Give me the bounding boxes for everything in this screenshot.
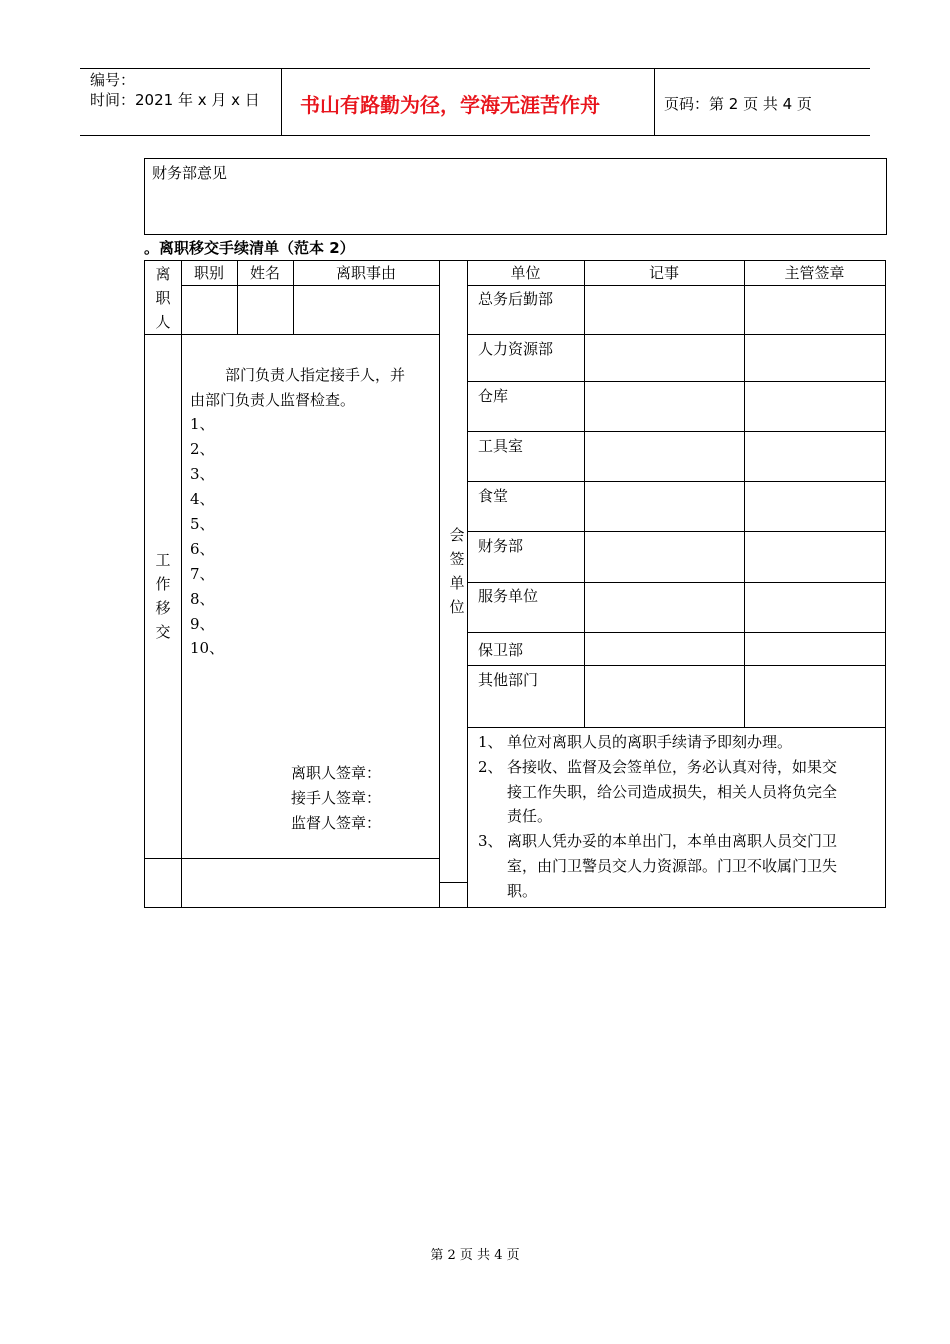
- transfer-item: 1、: [190, 415, 215, 433]
- unit-canteen: 食堂: [478, 487, 509, 505]
- header-reason: 离职事由: [335, 264, 396, 282]
- countersign-units-label: 会签单位: [449, 526, 465, 616]
- note-line: 单位对离职人员的离职手续请予即刻办理。: [507, 733, 793, 751]
- unit-tool-room: 工具室: [478, 437, 524, 455]
- document-number-label: 编号：: [90, 71, 136, 89]
- header-divider-right: [654, 68, 655, 136]
- supervisor-signature: 监督人签章：: [291, 814, 382, 832]
- note-number: 2、: [478, 758, 503, 776]
- header-top-border: [80, 68, 870, 69]
- note-line: 接工作失职，给公司造成损失，相关人员将负完全: [507, 783, 838, 801]
- unit-human-resources: 人力资源部: [478, 340, 554, 358]
- transfer-instruction-line-1: 部门负责人指定接手人，并: [225, 366, 406, 384]
- finance-opinion-label: 财务部意见: [152, 164, 228, 182]
- note-line: 职。: [507, 882, 538, 900]
- document-time-label: 时间：2021 年 x 月 x 日: [90, 91, 260, 109]
- note-line: 离职人凭办妥的本单出门，本单由离职人员交门卫: [507, 832, 838, 850]
- note-line: 各接收、监督及会签单位，务必认真对待，如果交: [507, 758, 838, 776]
- header-bottom-border: [80, 135, 870, 136]
- note-line: 责任。: [507, 807, 553, 825]
- successor-signature: 接手人签章：: [291, 789, 382, 807]
- transfer-item: 9、: [190, 615, 215, 633]
- header-supervisor-signature: 主管签章: [784, 264, 845, 282]
- note-number: 3、: [478, 832, 503, 850]
- transfer-item: 3、: [190, 465, 215, 483]
- header-name: 姓名: [249, 264, 280, 282]
- unit-security: 保卫部: [478, 641, 524, 659]
- header-unit: 单位: [510, 264, 541, 282]
- transfer-item: 4、: [190, 490, 215, 508]
- section-title: 。离职移交手续清单（范本 2）: [144, 239, 355, 257]
- transfer-item: 8、: [190, 590, 215, 608]
- unit-service: 服务单位: [478, 587, 539, 605]
- unit-warehouse: 仓库: [478, 387, 509, 405]
- work-transfer-label: 工作移交: [155, 551, 171, 641]
- transfer-item: 5、: [190, 515, 215, 533]
- departing-person-signature: 离职人签章：: [291, 764, 382, 782]
- header-motto: 书山有路勤为径，学海无涯苦作舟: [300, 93, 600, 117]
- unit-other: 其他部门: [478, 671, 539, 689]
- unit-finance: 财务部: [478, 537, 524, 555]
- note-number: 1、: [478, 733, 503, 751]
- header-position: 职别: [193, 264, 224, 282]
- transfer-item: 10、: [190, 639, 225, 657]
- header-notes: 记事: [648, 264, 679, 282]
- note-line: 室，由门卫警员交人力资源部。门卫不收属门卫失: [507, 857, 838, 875]
- transfer-item: 2、: [190, 440, 215, 458]
- departing-person-label: 离职人: [155, 265, 171, 331]
- transfer-item: 7、: [190, 565, 215, 583]
- unit-general-affairs: 总务后勤部: [478, 290, 554, 308]
- header-divider-left: [281, 68, 282, 136]
- transfer-item: 6、: [190, 540, 215, 558]
- footer-page-number: 第 2 页 共 4 页: [430, 1248, 520, 1263]
- header-page-info: 页码：第 2 页 共 4 页: [664, 95, 812, 113]
- transfer-instruction-line-2: 由部门负责人监督检查。: [190, 391, 356, 409]
- finance-opinion-box: [144, 158, 887, 235]
